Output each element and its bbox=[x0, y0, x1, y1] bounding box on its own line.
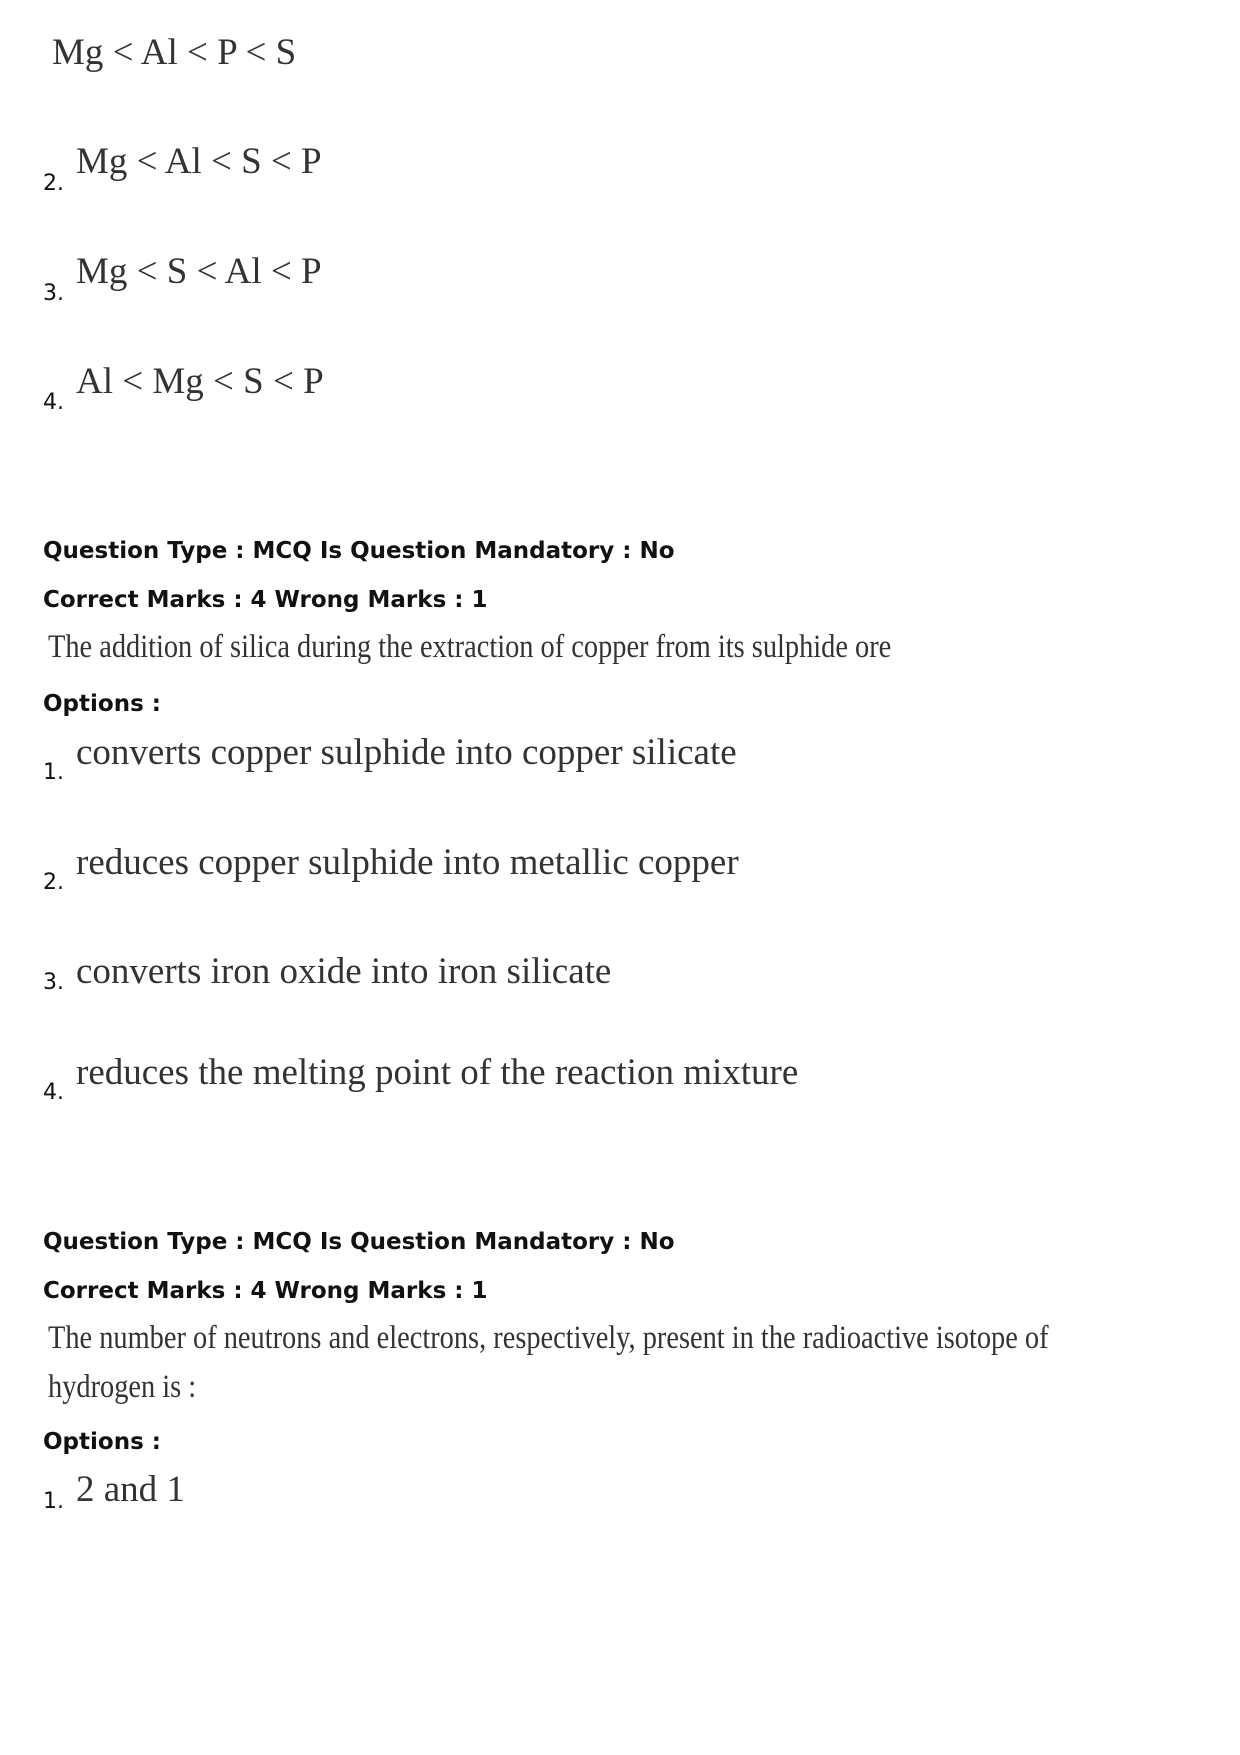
option-number: 3. bbox=[43, 970, 64, 995]
option-text: Mg < Al < P < S bbox=[52, 32, 297, 73]
option-number: 4. bbox=[43, 1080, 64, 1105]
option-text: Mg < S < Al < P bbox=[76, 251, 322, 292]
question-text-line-2: hydrogen is : bbox=[48, 1369, 197, 1405]
question-type-line: Question Type : MCQ Is Question Mandatory : No bbox=[43, 1229, 675, 1255]
question-text: The addition of silica during the extraction of copper from its sulphide ore bbox=[48, 629, 892, 665]
marks-line: Correct Marks : 4 Wrong Marks : 1 bbox=[43, 1278, 488, 1304]
option-number: 1. bbox=[43, 1489, 64, 1514]
option-number: 2. bbox=[43, 870, 64, 895]
option-text: Al < Mg < S < P bbox=[76, 361, 324, 402]
marks-line: Correct Marks : 4 Wrong Marks : 1 bbox=[43, 587, 488, 613]
option-text: Mg < Al < S < P bbox=[76, 141, 322, 182]
option-text: converts copper sulphide into copper silicate bbox=[76, 732, 737, 773]
option-number: 4. bbox=[43, 390, 64, 415]
option-text: reduces the melting point of the reaction mixture bbox=[76, 1052, 799, 1093]
option-number: 2. bbox=[43, 171, 64, 196]
options-label: Options : bbox=[43, 691, 161, 717]
question-type-line: Question Type : MCQ Is Question Mandatory : No bbox=[43, 538, 675, 564]
option-text: 2 and 1 bbox=[76, 1469, 185, 1510]
option-number: 3. bbox=[43, 281, 64, 306]
option-text: reduces copper sulphide into metallic copper bbox=[76, 842, 739, 883]
option-number: 1. bbox=[43, 760, 64, 785]
option-text: converts iron oxide into iron silicate bbox=[76, 951, 612, 992]
question-text-line-1: The number of neutrons and electrons, respectively, present in the radioactive isotope of bbox=[48, 1320, 1049, 1356]
options-label: Options : bbox=[43, 1429, 161, 1455]
